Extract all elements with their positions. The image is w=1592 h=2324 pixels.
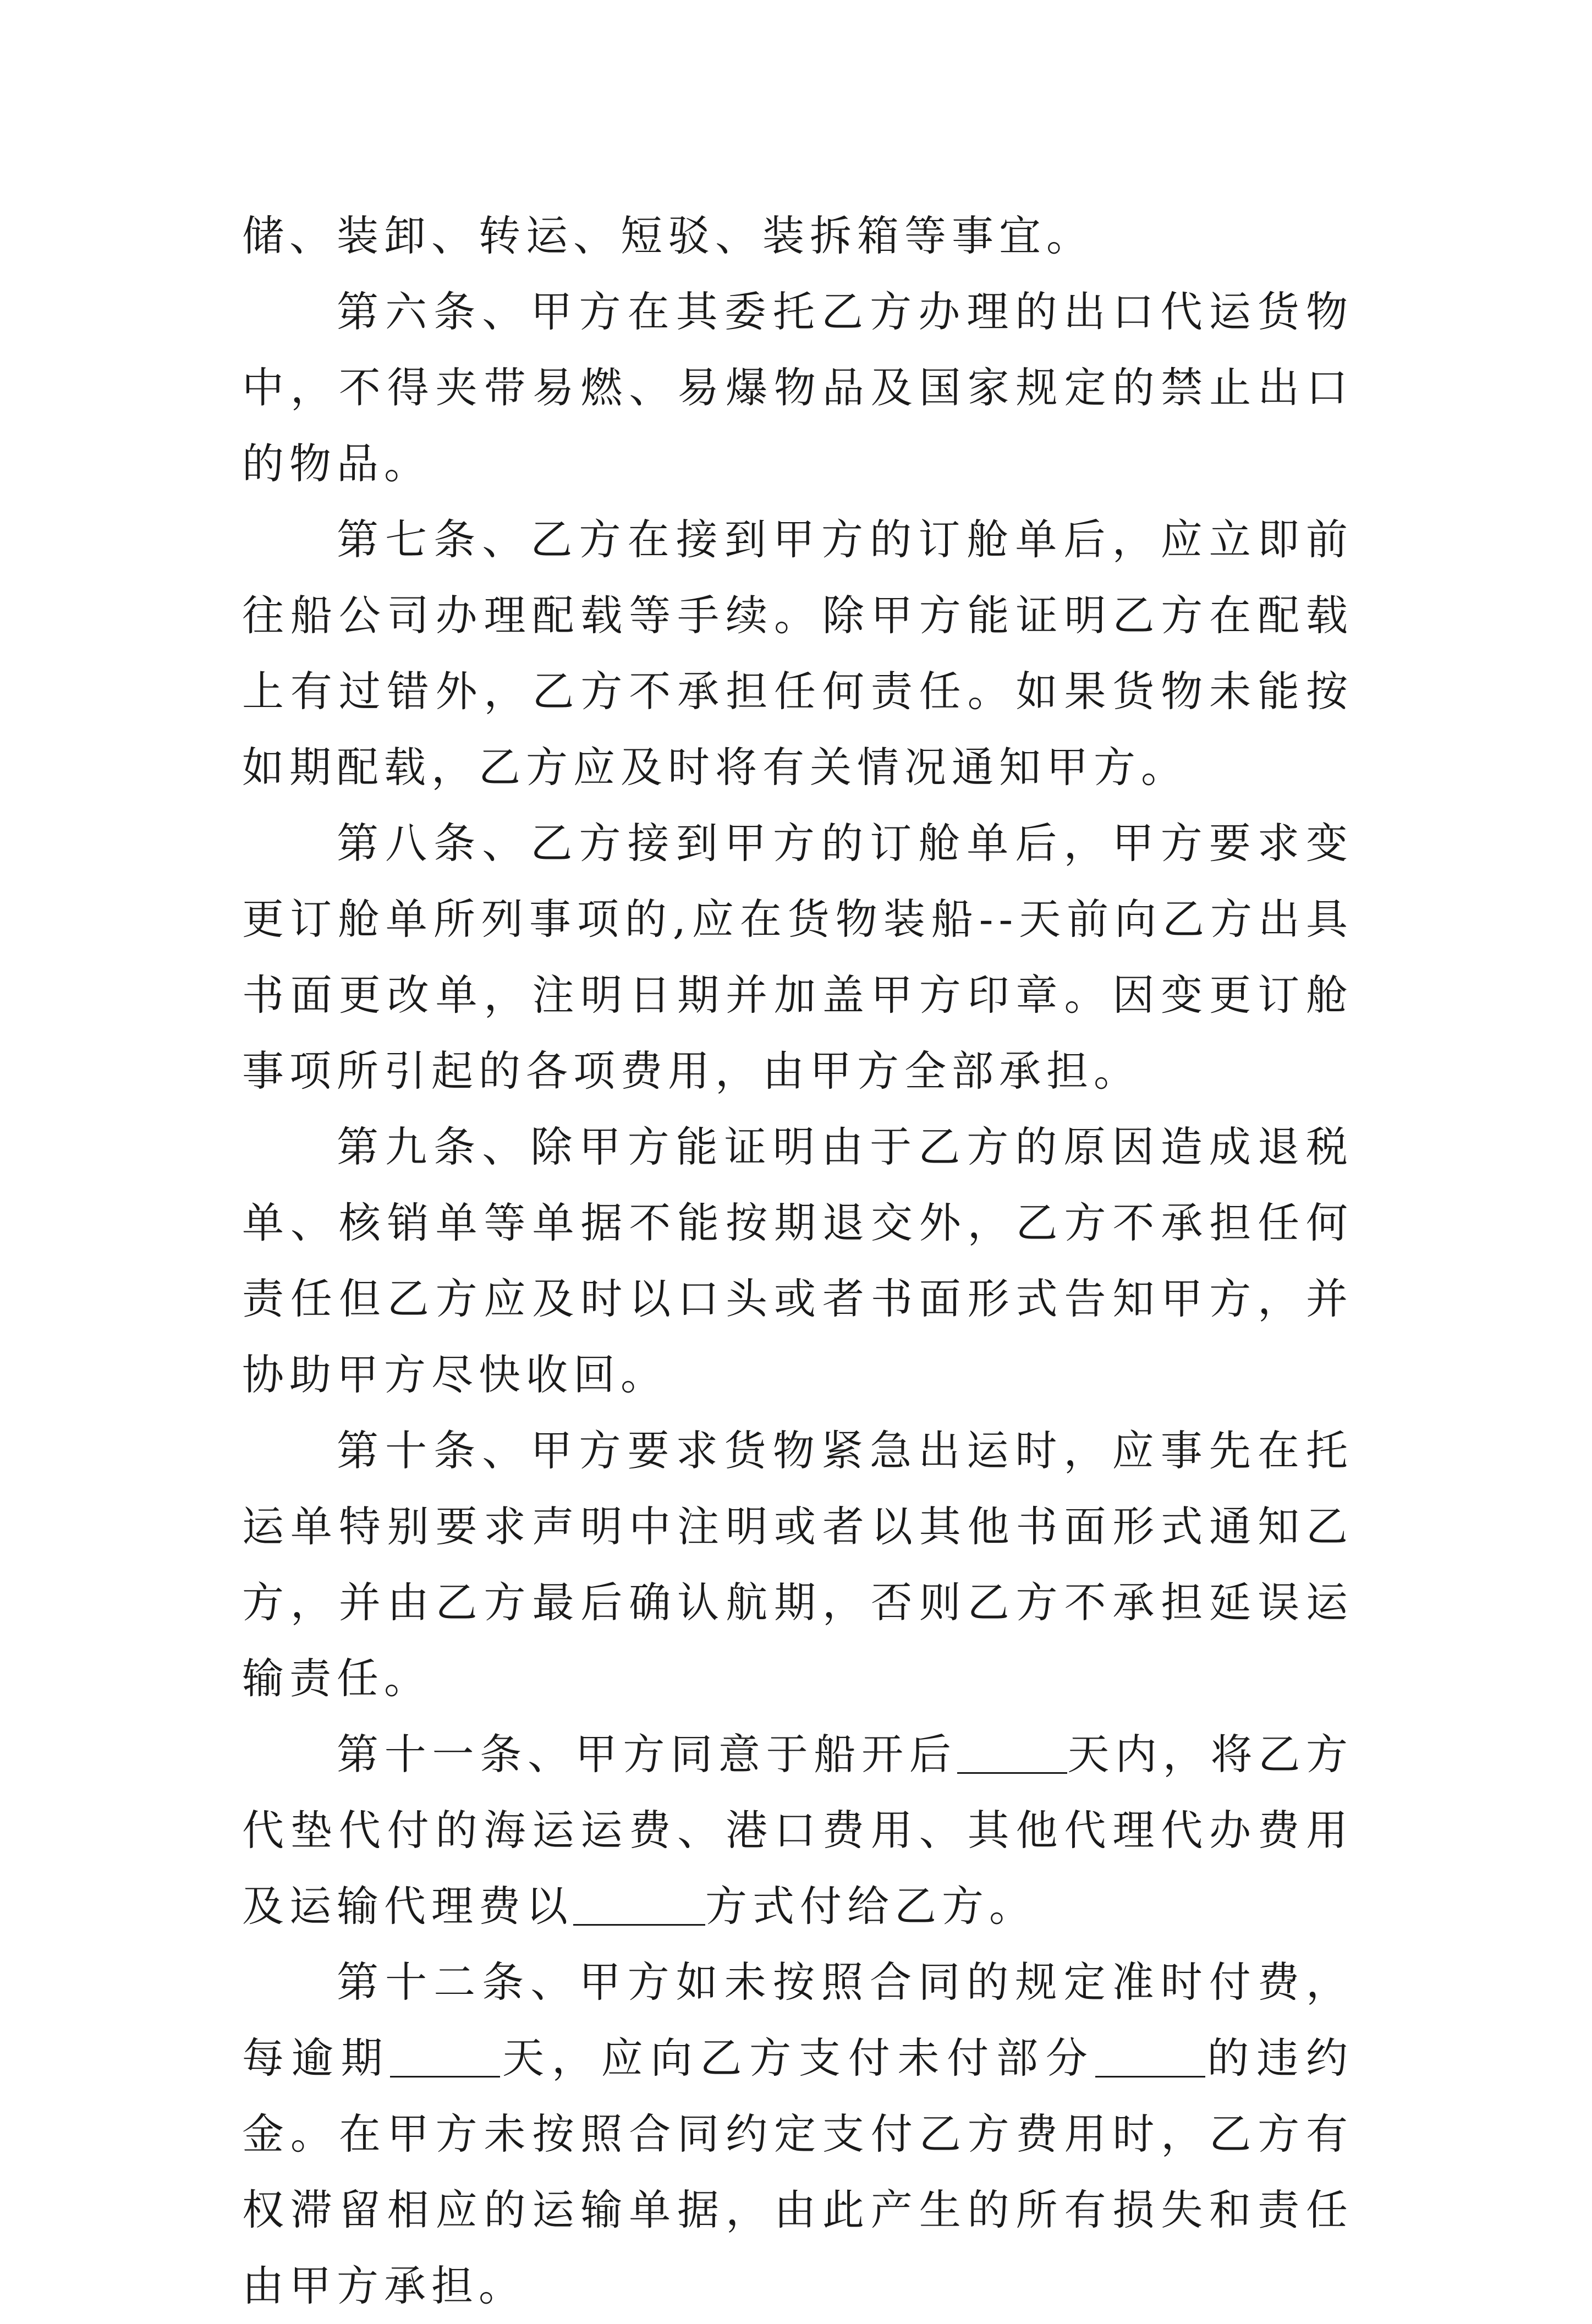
article-11-text-1: 第十一条、甲方同意于船开后 — [337, 1730, 957, 1779]
article-11-text-3: 方式付给乙方。 — [705, 1882, 1036, 1931]
article-10: 第十条、甲方要求货物紧急出运时，应事先在托运单特别要求声明中注明或者以其他书面形式通知乙方，并由乙方最后确认航期，否则乙方不承担延误运输责任。 — [242, 1426, 1353, 1703]
article-12-text-3: 的违约金。在甲方未按照合同约定支付乙方费用时，乙方有权滞留相应的运输单据，由此产生的所有损失和责任由甲方承担。 — [242, 2034, 1354, 2310]
article-12 — [242, 1944, 1353, 2324]
paragraph-continuation: 储、装卸、转运、短驳、装拆箱等事宜。 — [242, 211, 1094, 260]
article-6: 第六条、甲方在其委托乙方办理的出口代运货物中，不得夹带易燃、易爆物品及国家规定的禁止出口的物品。 — [242, 287, 1353, 488]
fill-in-blank-payment-method — [573, 1882, 705, 1926]
article-12-text-2: 天，应向乙方支付未付部分 — [500, 2034, 1095, 2082]
article-7: 第七条、乙方在接到甲方的订舱单后，应立即前往船公司办理配载等手续。除甲方能证明乙方在配载上有过错外，乙方不承担任何责任。如果货物未能按如期配载，乙方应及时将有关情况通知甲方。 — [242, 515, 1353, 792]
article-11 — [242, 1717, 1353, 1944]
article-11-text-2: 天内，将乙方代垫代付的海运运费、港口费用、其他代理代办费用及运输代理费以 — [242, 1730, 1354, 1931]
fill-in-blank-overdue-days — [390, 2034, 500, 2078]
article-9: 第九条、除甲方能证明由于乙方的原因造成退税单、核销单等单据不能按期退交外，乙方不承担任何责任但乙方应及时以口头或者书面形式告知甲方，并协助甲方尽快收回。 — [242, 1122, 1353, 1399]
document-body — [242, 198, 1353, 2324]
fill-in-blank-penalty-rate — [1095, 2034, 1205, 2078]
fill-in-blank-days — [957, 1730, 1067, 1774]
article-8: 第八条、乙方接到甲方的订舱单后，甲方要求变更订舱单所列事项的,应在货物装船--天前向乙方出具书面更改单，注明日期并加盖甲方印章。因变更订舱事项所引起的各项费用，由甲方全部承担。 — [242, 819, 1353, 1095]
article-12-text-1: 第十二条、甲方如未按照合同的规定准时付费，每逾期 — [242, 1958, 1353, 2082]
